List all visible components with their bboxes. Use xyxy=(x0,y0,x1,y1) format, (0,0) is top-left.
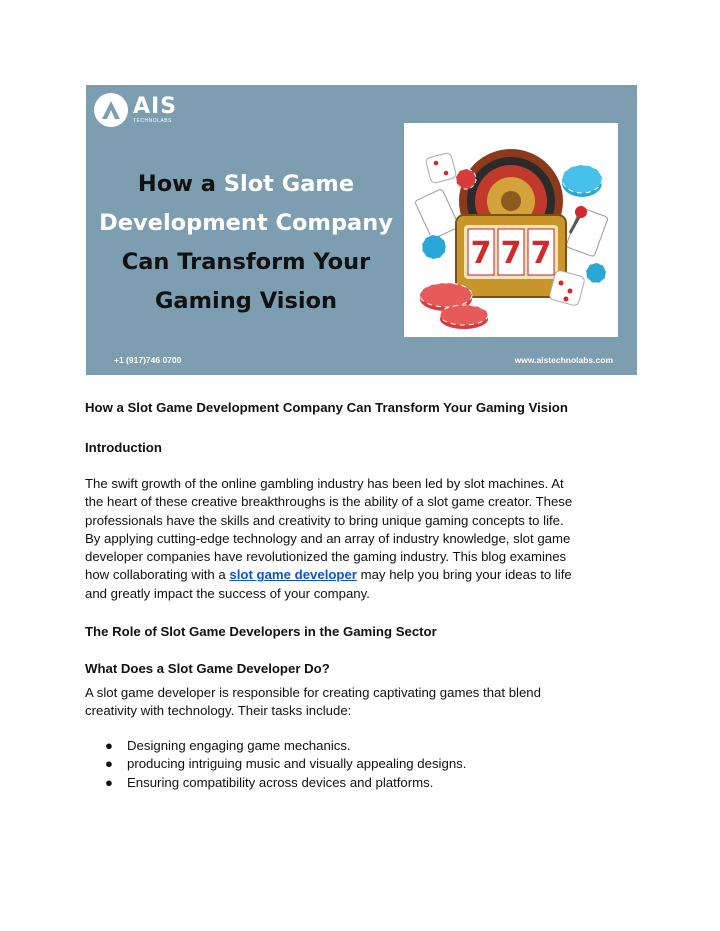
reel-symbol: 7 xyxy=(500,236,522,271)
casino-chip-icon xyxy=(422,235,446,259)
dice-icon xyxy=(425,152,457,184)
casino-chip-icon xyxy=(456,169,476,189)
banner-title xyxy=(86,165,406,321)
list-item-text: Ensuring compatibility across devices and platforms. xyxy=(127,774,434,790)
subsection-heading-what: What Does a Slot Game Developer Do? xyxy=(85,661,330,676)
hero-banner xyxy=(86,85,637,375)
logo-wordmark: AIS xyxy=(133,94,178,119)
intro-paragraph xyxy=(85,475,645,603)
reel-symbol: 7 xyxy=(470,236,492,271)
bullet-icon: ● xyxy=(105,738,113,753)
slot-game-developer-link[interactable]: slot game developer xyxy=(229,567,357,583)
playing-card-icon xyxy=(415,189,460,240)
bullet-icon: ● xyxy=(105,756,113,772)
paragraph-line: By applying cutting-edge technology and an array of industry knowledge, slot game xyxy=(85,530,571,546)
section-heading-role: The Role of Slot Game Developers in the Gaming Sector xyxy=(85,624,437,639)
what-paragraph xyxy=(85,684,645,721)
lever-knob-icon xyxy=(575,206,587,218)
paragraph-line: developer companies have revolutionized the gaming industry. This blog examines xyxy=(85,549,567,565)
banner-title-highlight: Slot Game xyxy=(223,171,355,197)
paragraph-text: may help you bring your ideas to life xyxy=(356,567,572,583)
paragraph-line: and greatly impact the success of your company. xyxy=(85,585,370,601)
banner-title-line2: Development Company xyxy=(99,210,393,236)
banner-title-line3: Can Transform Your xyxy=(121,249,371,275)
reel-symbol: 7 xyxy=(530,236,552,271)
paragraph-text: how collaborating with a xyxy=(85,567,230,583)
list-item-text: Designing engaging game mechanics. xyxy=(127,738,351,753)
bullet-icon: ● xyxy=(105,774,113,790)
list-item-text: producing intriguing music and visually appealing designs. xyxy=(127,756,467,772)
contact-phone[interactable]: +1 (917)746 0700 xyxy=(114,355,182,365)
list-item xyxy=(105,755,466,773)
paragraph-line: professionals have the skills and creativity to bring unique gaming concepts to life. xyxy=(85,512,564,528)
list-item xyxy=(105,737,466,755)
logo-subtext: TECHNOLABS xyxy=(133,118,172,124)
banner-title-part: How a xyxy=(137,171,224,197)
section-heading-introduction: Introduction xyxy=(85,440,162,455)
website-url[interactable]: www.aistechnolabs.com xyxy=(514,355,613,365)
paragraph-line: A slot game developer is responsible for creating captivating games that blend xyxy=(85,685,541,700)
paragraph-line: creativity with technology. Their tasks include: xyxy=(85,703,352,719)
casino-chip-icon xyxy=(562,165,602,197)
casino-chip-icon xyxy=(586,263,606,283)
article-title: How a Slot Game Development Company Can Transform Your Gaming Vision xyxy=(85,400,568,415)
paragraph-line: The swift growth of the online gambling industry has been led by slot machines. At xyxy=(85,476,564,491)
logo-a-icon xyxy=(94,93,128,127)
paragraph-line: the heart of these creative breakthroughs is the ability of a slot game creator. These xyxy=(85,494,573,510)
task-list xyxy=(105,737,466,792)
paragraph-line xyxy=(85,566,645,584)
casino-chip-icon xyxy=(440,305,488,329)
slot-machine-illustration xyxy=(404,123,618,337)
banner-title-line4: Gaming Vision xyxy=(154,288,338,314)
list-item xyxy=(105,774,466,792)
company-logo[interactable] xyxy=(94,93,177,127)
